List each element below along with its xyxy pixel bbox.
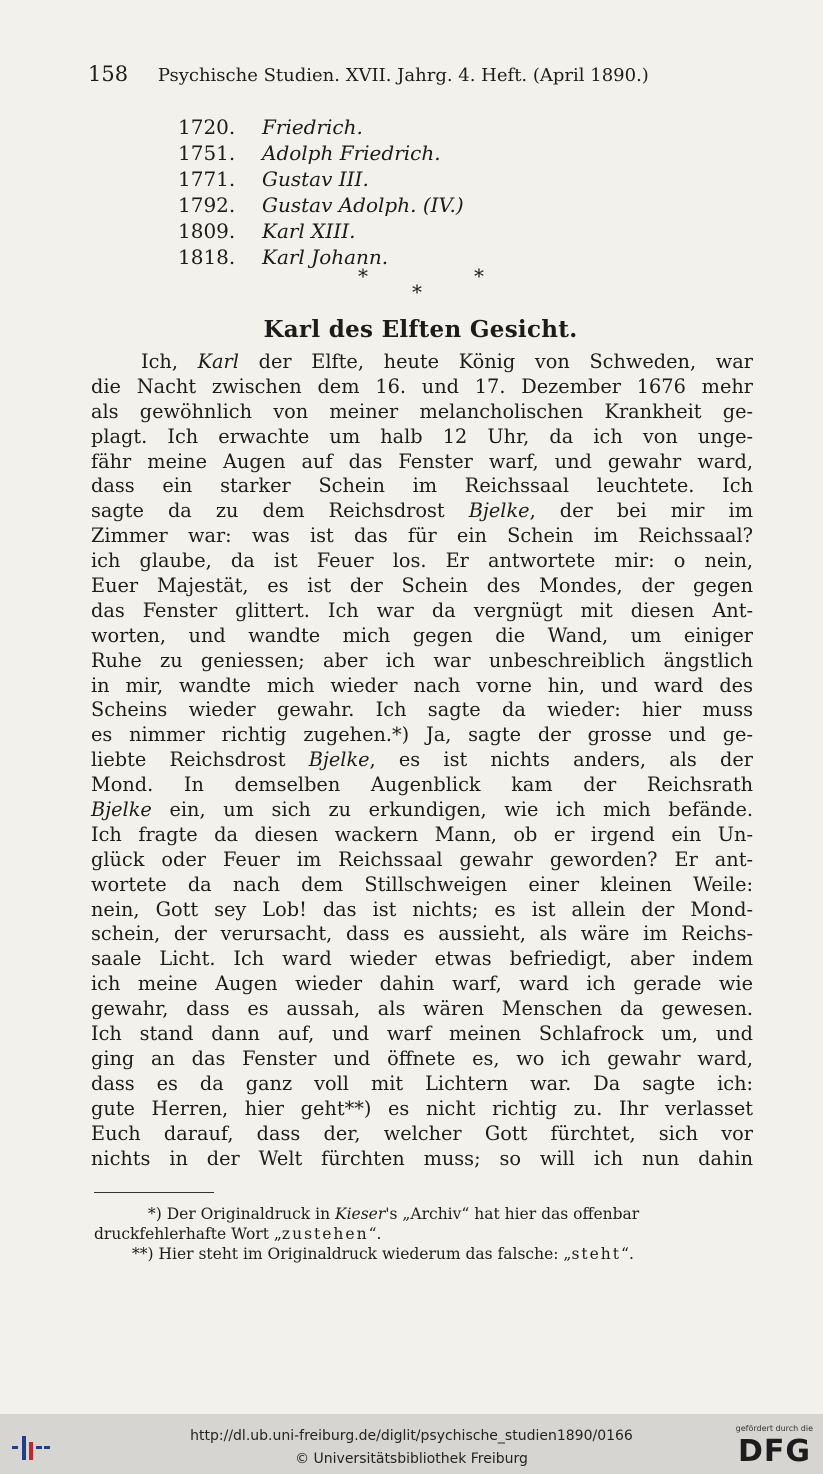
body-line-text: ich glaube, da ist Feuer los. Er antwortete mir: o nein,	[91, 549, 753, 573]
body-line-italic: Bjelke	[468, 499, 530, 523]
footnote-text: “.	[621, 1245, 634, 1263]
body-line	[91, 1047, 753, 1072]
body-line-text: worten, und wandte mich gegen die Wand, um einiger	[91, 623, 753, 647]
asterism	[340, 262, 500, 302]
body-line-text: Mond. In demselben Augenblick kam der Reichsrath	[91, 773, 753, 797]
reign-name: Karl Johann.	[262, 245, 389, 269]
body-line	[91, 922, 753, 947]
reign-year: 1720.	[178, 115, 236, 139]
footnote-spaced-word: steht	[571, 1245, 622, 1263]
running-header	[88, 62, 728, 92]
viewer-footer	[0, 1414, 823, 1474]
body-line-text: Ruhe zu geniessen; aber ich war unbeschreiblich ängstlich	[91, 648, 753, 672]
reign-row	[178, 140, 578, 166]
body-text	[91, 350, 753, 1171]
body-line	[91, 823, 753, 848]
reign-name: Gustav III.	[262, 167, 369, 191]
body-line-text: Ich,	[141, 350, 198, 373]
body-line-italic: Bjelke	[308, 748, 370, 772]
footnote-2	[94, 1244, 754, 1264]
reign-name: Gustav Adolph. (IV.)	[262, 193, 464, 217]
footnote-1-continued	[94, 1224, 754, 1244]
reign-year: 1792.	[178, 193, 236, 217]
body-line	[91, 624, 753, 649]
body-line	[91, 549, 753, 574]
footnote-text: 's „Archiv“ hat hier das offenbar	[385, 1205, 640, 1223]
body-line	[91, 1122, 753, 1147]
body-line	[91, 748, 753, 773]
body-line	[91, 1097, 753, 1122]
body-line-text: nein, Gott sey Lob! das ist nichts; es ist allein der Mond-	[91, 897, 753, 921]
body-line	[91, 524, 753, 549]
body-line-text: der Elfte, heute König von Schweden, war	[238, 350, 753, 373]
reign-row	[178, 192, 578, 218]
body-line	[91, 574, 753, 599]
permalink[interactable]: http://dl.ub.uni-freiburg.de/diglit/psychische_studien1890/0166	[190, 1428, 633, 1444]
body-line	[91, 499, 753, 524]
body-line-text: die Nacht zwischen dem 16. und 17. Dezember 1676 mehr	[91, 374, 753, 398]
asterism-star: *	[412, 280, 422, 304]
reign-name: Friedrich.	[262, 115, 363, 139]
body-line-text: Zimmer war: was ist das für ein Schein im Reichssaal?	[91, 524, 753, 548]
reign-year: 1771.	[178, 167, 236, 191]
body-line-text: fähr meine Augen auf das Fenster warf, und gewahr ward,	[91, 449, 753, 473]
reign-row	[178, 166, 578, 192]
body-line	[91, 723, 753, 748]
body-line-text: Scheins wieder gewahr. Ich sagte da wieder: hier muss	[91, 698, 753, 722]
body-line-text: dass ein starker Schein im Reichssaal leuchtete. Ich	[91, 474, 753, 498]
reign-name: Adolph Friedrich.	[262, 141, 441, 165]
dfg-logo	[725, 1424, 813, 1472]
dfg-wordmark: DFG	[737, 1434, 811, 1469]
body-line	[91, 599, 753, 624]
body-line	[91, 400, 753, 425]
body-line-text: Ich stand dann auf, und warf meinen Schlafrock um, und	[91, 1022, 753, 1046]
dfg-tagline: gefördert durch die	[735, 1424, 813, 1433]
body-line-text: ein, um sich zu erkundigen, wie ich mich befände.	[151, 798, 753, 822]
body-line	[91, 798, 753, 823]
footnote-text: *) Der Originaldruck in	[148, 1205, 335, 1223]
footnote-text: “.	[368, 1225, 382, 1243]
body-line	[91, 898, 753, 923]
body-line-text: ging an das Fenster und öffnete es, wo ich gewahr ward,	[91, 1046, 753, 1070]
body-line-text: sagte da zu dem Reichsdrost	[91, 499, 469, 523]
body-line-text: gewahr, dass es aussah, als wären Menschen da gewesen.	[91, 997, 753, 1021]
body-line-text: , der bei mir im	[529, 499, 753, 523]
footnote-italic: Kieser	[334, 1205, 386, 1223]
reign-list	[178, 114, 578, 270]
asterism-star: *	[358, 264, 368, 288]
body-line	[91, 1022, 753, 1047]
body-line	[91, 425, 753, 450]
body-line-text: nichts in der Welt fürchten muss; so will ich nun dahin	[91, 1146, 753, 1170]
body-line	[91, 474, 753, 499]
page-number: 158	[88, 62, 129, 86]
body-line	[91, 1147, 753, 1172]
body-line	[91, 674, 753, 699]
reign-row	[178, 114, 578, 140]
reign-year: 1809.	[178, 219, 236, 243]
body-line-text: in mir, wandte mich wieder nach vorne hin, und ward des	[91, 673, 753, 697]
body-line	[91, 350, 753, 375]
body-line-text: schein, der verursacht, dass es aussieht, als wäre im Reichs-	[91, 922, 753, 946]
body-line	[91, 1072, 753, 1097]
body-line	[91, 450, 753, 475]
body-line-text: saale Licht. Ich ward wieder etwas befriedigt, aber indem	[91, 947, 753, 971]
footnote-1	[94, 1204, 754, 1224]
running-title: Psychische Studien. XVII. Jahrg. 4. Heft. (April 1890.)	[157, 65, 649, 86]
body-line	[91, 972, 753, 997]
body-line-text: plagt. Ich erwachte um halb 12 Uhr, da ich von unge-	[91, 424, 753, 448]
body-line-text: , es ist nichts anders, als der	[369, 748, 753, 772]
body-line-text: ich meine Augen wieder dahin warf, ward ich gerade wie	[91, 972, 753, 996]
body-line-text: dass es da ganz voll mit Lichtern war. Da sagte ich:	[91, 1071, 753, 1095]
body-line-text: glück oder Feuer im Reichssaal gewahr geworden? Er ant-	[91, 847, 753, 871]
footnotes	[94, 1204, 754, 1264]
body-line	[91, 873, 753, 898]
body-line-italic: Bjelke	[91, 798, 152, 822]
copyright-notice: © Universitätsbibliothek Freiburg	[295, 1451, 528, 1467]
body-line	[91, 375, 753, 400]
reign-name: Karl XIII.	[262, 219, 356, 243]
body-line	[91, 997, 753, 1022]
asterism-star: *	[474, 264, 484, 288]
body-line	[91, 649, 753, 674]
footnote-text: druckfehlerhafte Wort „	[94, 1225, 282, 1243]
body-line-text: Euer Majestät, es ist der Schein des Mondes, der gegen	[91, 574, 753, 598]
body-line	[91, 947, 753, 972]
body-line-text: es nimmer richtig zugehen.*) Ja, sagte der grosse und ge-	[91, 723, 753, 747]
body-line-text: Euch darauf, dass der, welcher Gott fürchtet, sich vor	[91, 1121, 753, 1145]
body-line-italic: Karl	[197, 350, 239, 373]
body-line-text: wortete da nach dem Stillschweigen einer kleinen Weile:	[91, 872, 753, 896]
body-line-text: das Fenster glittert. Ich war da vergnügt mit diesen Ant-	[91, 598, 753, 622]
reign-year: 1818.	[178, 245, 236, 269]
body-line-text: liebte Reichsdrost	[91, 748, 309, 772]
body-line	[91, 848, 753, 873]
body-line-text: als gewöhnlich von meiner melancholischen Krankheit ge-	[91, 399, 753, 423]
body-line-text: gute Herren, hier geht**) es nicht richtig zu. Ihr verlasset	[91, 1096, 753, 1120]
body-line-text: Ich fragte da diesen wackern Mann, ob er irgend ein Un-	[91, 822, 753, 846]
reign-year: 1751.	[178, 141, 236, 165]
footnote-text: **) Hier steht im Originaldruck wiederum das falsche: „	[132, 1245, 572, 1263]
section-title: Karl des Elften Gesicht.	[263, 316, 578, 343]
footnote-divider	[94, 1192, 214, 1193]
reign-row	[178, 218, 578, 244]
footnote-spaced-word: zustehen	[281, 1225, 369, 1243]
body-line	[91, 773, 753, 798]
body-line	[91, 698, 753, 723]
